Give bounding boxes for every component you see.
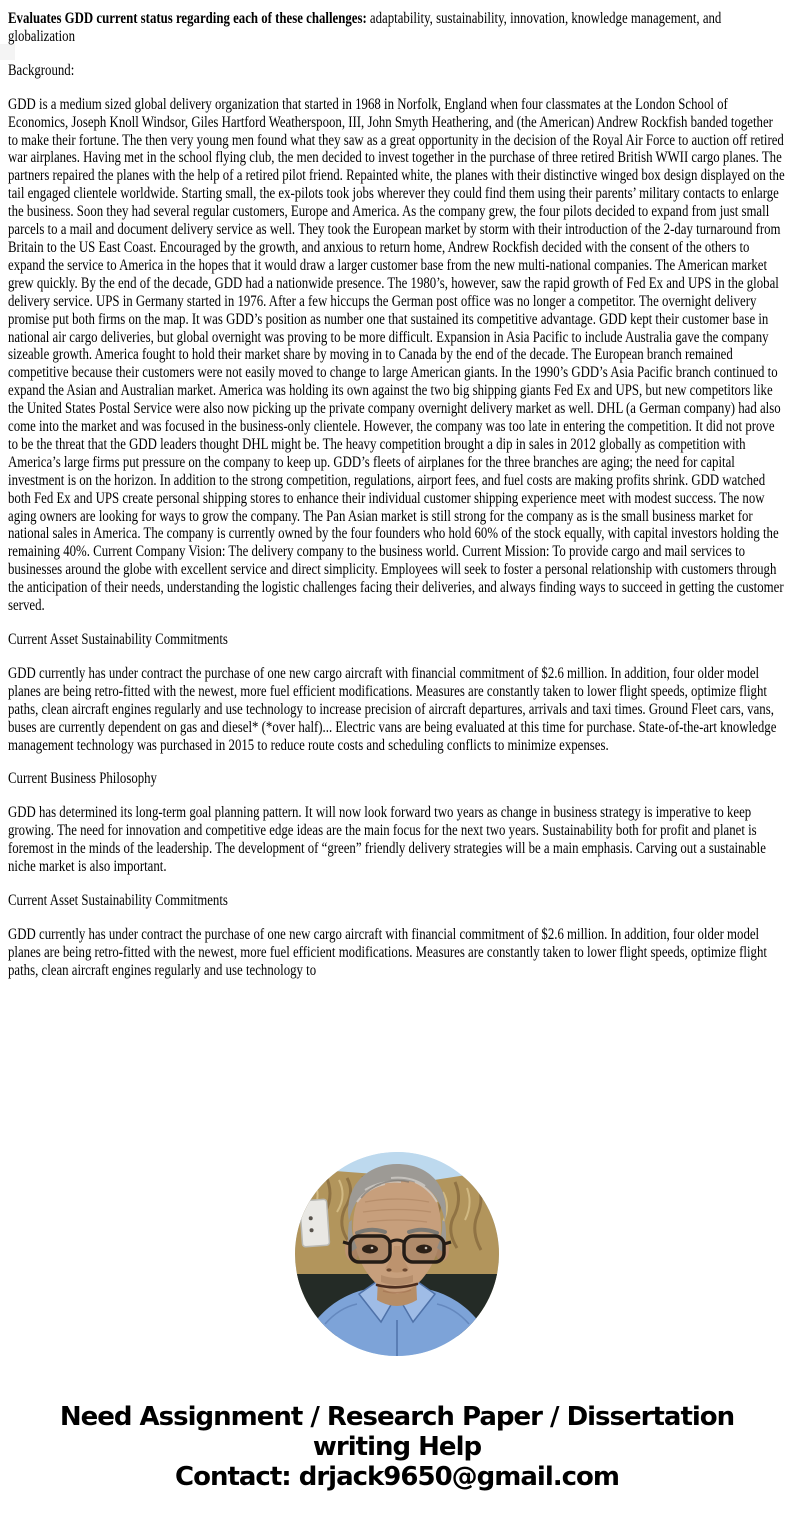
intro-rest: adaptability, sustainability, innovation, knowledge management, and globalization [8, 10, 722, 45]
intro-bold-lead: Evaluates GDD current status regarding each of these challenges: [8, 10, 367, 27]
section-heading-sustainability-2: Current Asset Sustainability Commitments [8, 891, 228, 909]
section-heading-sustainability-1: Current Asset Sustainability Commitments [8, 631, 228, 648]
profile-photo [295, 1152, 499, 1356]
footer-contact-email: Contact: drjack9650@gmail.com [175, 1462, 619, 1492]
footer-line-2: writing Help [312, 1432, 482, 1462]
section-heading-philosophy: Current Business Philosophy [8, 770, 157, 788]
photo-switch-plate [299, 1199, 329, 1247]
document-body [8, 0, 786, 1130]
section-paragraph-sustainability-2-truncated: GDD currently has under contract the purchase of one new cargo aircraft with financial commitment of $2.6 million. In addition, four older model planes are being retro-fitted with the newest, more fuel efficient modifications. Measures are constantly taken to lower flight speeds, optimize flight paths, clean aircraft engines regularly and use technology to [8, 925, 767, 979]
footer-line-1: Need Assignment / Research Paper / Dissertation [59, 1402, 735, 1432]
footer-banner [0, 1402, 794, 1492]
section-paragraph-philosophy: GDD has determined its long-term goal planning pattern. It will now look forward two years as change in business strategy is imperative to keep growing. The need for innovation and competitive edge ideas are the main focus for the next two years. Sustainability both for profit and planet is foremost in the minds of the leadership. The development of “green” friendly delivery strategies will be a main emphasis. Carving out a sustainable niche market is also important. [8, 804, 766, 876]
background-label: Background: [8, 61, 75, 79]
intro-paragraph [8, 10, 786, 46]
background-paragraph: GDD is a medium sized global delivery organization that started in 1968 in Norfolk, England when four classmates at the London School of Economics, Joseph Knoll Windsor, Giles Hartford Weatherspoon, III, John Smyth Heathering, and (the American) Andrew Rockfish banded together to make their fortune. The then very young men found what they saw as a great opportunity in the decision of the Royal Air Force to auction off retired war airplanes. Having met in the school flying club, the men decided to invest together in the purchase of three retired British WWII cargo planes. The partners repaired the planes with the help of a retired pilot friend. Repainted white, the planes with their distinctive winged box design displayed on the tail engaged clientele worldwide. Starting small, the ex-pilots took jobs wherever they could find them using their parents’ military contacts to enlarge the business. Soon they had several regular customers, Europe and America. As the company grew, the four pilots decided to expand from just small parcels to a mail and document delivery service as well. They took the European market by storm with their introduction of the 2-day turnaround from Britain to the US East Coast. Encouraged by the growth, and anxious to return home, Andrew Rockfish decided with the consent of the others to expand the service to America in the hopes that it would draw a larger customer base from the new multi-national companies. The American market grew quickly. By the end of the decade, GDD had a nationwide presence. The 1980’s, however, saw the rapid growth of Fed Ex and UPS in the global delivery service. UPS in Germany started in 1976. After a few hiccups the German post office was no longer a competitor. The overnight delivery promise put both firms on the map. It was GDD’s position as number one that sustained its competitive advantage. GDD kept their customer base in national air cargo deliveries, but global overnight was proving to be more difficult. Expansion in Asia Pacific to include Australia gave the company sizeable growth. America fought to hold their market share by moving in to Canada by the end of the decade. The European branch remained competitive because their customers were not easily moved to change to large American giants. In the 1990’s GDD’s Asia Pacific branch continued to expand the Asian and Australian market. America was holding its own against the two big shipping giants Fed Ex and UPS, but new competitors like the United States Postal Service were also now picking up the private company overnight delivery market as well. DHL (a German company) had also come into the market and was focused in the business-only clientele. However, the company was too late in entering the competition. It did not prove to be the threat that the GDD leaders thought DHL might be. The heavy competition brought a dip in sales in 2012 globally as competition with America’s large firms put pressure on the company to keep up. GDD’s fleets of airplanes for the three branches are aging; the need for capital investment is on the horizon. In addition to the strong competition, regulations, airport fees, and fuel costs are making profits shrink. GDD watched both Fed Ex and UPS create personal shipping stores to enhance their individual customer shipping experience meet with modest success. The now aging owners are looking for ways to grow the company. The Pan Asian market is still strong for the company as is the small business market for national sales in America. The company is currently owned by the four founders who hold 60% of the stock equally, with capital investors holding the remaining 40%. Current Company Vision: The delivery company to the business world. Current Mission: To provide cargo and mail services to businesses around the globe with excellent service and direct simplicity. Employees will seek to foster a personal relationship with customers through the anticipation of their needs, understanding the logistic challenges facing their deliveries, and always finding ways to succeed in getting the customer served. [8, 95, 785, 615]
profile-photo-illustration [295, 1152, 499, 1356]
section-paragraph-sustainability-1: GDD currently has under contract the purchase of one new cargo aircraft with financial commitment of $2.6 million. In addition, four older model planes are being retro-fitted with the newest, more fuel efficient modifications. Measures are constantly taken to lower flight speeds, optimize flight paths, clean aircraft engines regularly and use technology to increase precision of aircraft departures, arrivals and taxi times. Ground Fleet cars, vans, buses are currently dependent on gas and diesel* (*over half)... Electric vans are being evaluated at this time for purchase. State-of-the-art knowledge management technology was purchased in 2015 to reduce route costs and scheduling conflicts to minimize expenses. [8, 664, 777, 754]
